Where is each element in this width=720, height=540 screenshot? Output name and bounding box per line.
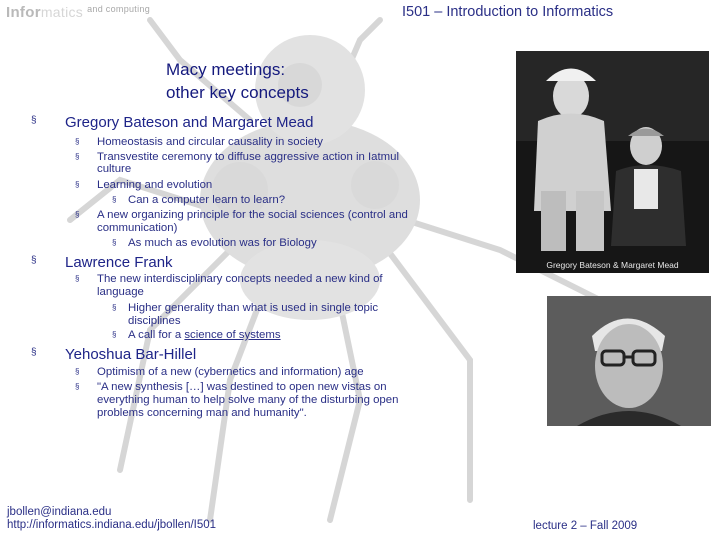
list-item (75, 136, 324, 148)
sub-list-item (112, 329, 281, 341)
sub-list-item (112, 194, 286, 206)
section-heading-frank (31, 254, 173, 271)
list-item-text: Learning and evolution (97, 179, 213, 191)
bateson-mead-photo-image (516, 51, 709, 273)
bullet-icon: § (112, 238, 117, 247)
list-item-text: language (97, 286, 144, 298)
footer-lecture-label: lecture 2 – Fall 2009 (533, 520, 638, 532)
logo-text-part2: matics (40, 4, 84, 20)
sub-list-item-text: disciplines (128, 315, 181, 327)
bullet-icon: § (75, 274, 80, 283)
bullet-icon: § (75, 152, 80, 161)
list-item (75, 151, 399, 163)
list-item-text: culture (97, 163, 132, 175)
bullet-icon: § (75, 367, 80, 376)
list-item-continuation (97, 222, 177, 234)
bullet-icon: § (31, 255, 37, 266)
footer-url[interactable]: http://informatics.indiana.edu/jbollen/I501 (7, 519, 217, 531)
bullet-icon: § (112, 303, 117, 312)
footer-email[interactable]: jbollen@indiana.edu (7, 506, 112, 518)
bullet-icon: § (75, 137, 80, 146)
sub-list-item-text: Can a computer learn to learn? (128, 194, 286, 206)
section-heading-text: Lawrence Frank (65, 254, 173, 271)
slide-title-line2: other key concepts (166, 83, 309, 102)
list-item-text: Optimism of a new (cybernetics and information) age (97, 366, 364, 378)
bullet-icon: § (31, 115, 37, 126)
footer-contact (7, 506, 216, 532)
section-heading-bar-hillel (31, 346, 197, 363)
sub-list-item (112, 237, 317, 249)
bateson-mead-photo-caption: Gregory Bateson & Margaret Mead (546, 260, 679, 270)
bullet-icon: § (75, 180, 80, 189)
slide-title-line1: Macy meetings: (166, 60, 286, 79)
slide-title (166, 58, 309, 104)
sub-list-item-text: Higher generality than what is used in single topic (128, 302, 379, 314)
list-item-text: "A new synthesis […] was destined to open new vistas on (97, 381, 387, 393)
list-item-continuation (97, 286, 144, 298)
section-heading-text: Yehoshua Bar-Hillel (65, 346, 197, 363)
bullet-icon: § (75, 382, 80, 391)
section-heading-bateson-mead (31, 114, 314, 131)
list-item-text: Homeostasis and circular causality in society (97, 136, 324, 148)
list-item-text: A new organizing principle for the social sciences (control and (97, 209, 408, 221)
sub-list-item-text: A call for a (128, 329, 185, 341)
lawrence-frank-photo (547, 296, 711, 426)
list-item-text: communication) (97, 222, 178, 234)
list-item (75, 381, 387, 393)
section-heading-text: Gregory Bateson and Margaret Mead (65, 114, 314, 131)
bullet-icon: § (112, 330, 117, 339)
lawrence-frank-photo-image (547, 296, 711, 426)
sub-list-item-text: As much as evolution was for Biology (128, 237, 317, 249)
bullet-icon: § (112, 195, 117, 204)
list-item (75, 366, 364, 378)
list-item-text: everything human to help solve many of the disturbing open (97, 394, 399, 406)
list-item (75, 179, 213, 191)
science-of-systems-link[interactable]: science of systems (184, 329, 281, 341)
bullet-icon: § (75, 210, 80, 219)
list-item-text: The new interdisciplinary concepts needed a new kind of (97, 273, 383, 285)
list-item-continuation (97, 407, 307, 419)
informatics-logo (6, 4, 150, 21)
logo-text-part1: Infor (6, 4, 41, 21)
list-item-text: Transvestite ceremony to diffuse aggressive action in Iatmul (97, 151, 399, 163)
list-item-continuation (97, 394, 398, 406)
bullet-icon: § (31, 347, 37, 358)
list-item (75, 209, 408, 221)
list-item (75, 273, 383, 285)
logo-text-part3: and computing (87, 4, 151, 14)
list-item-continuation (97, 163, 131, 175)
course-title: I501 – Introduction to Informatics (402, 4, 614, 20)
bateson-mead-photo (516, 51, 709, 273)
sub-list-item (112, 302, 379, 314)
sub-list-item-continuation (128, 315, 181, 327)
list-item-text: problems concerning man and humanity". (97, 407, 307, 419)
